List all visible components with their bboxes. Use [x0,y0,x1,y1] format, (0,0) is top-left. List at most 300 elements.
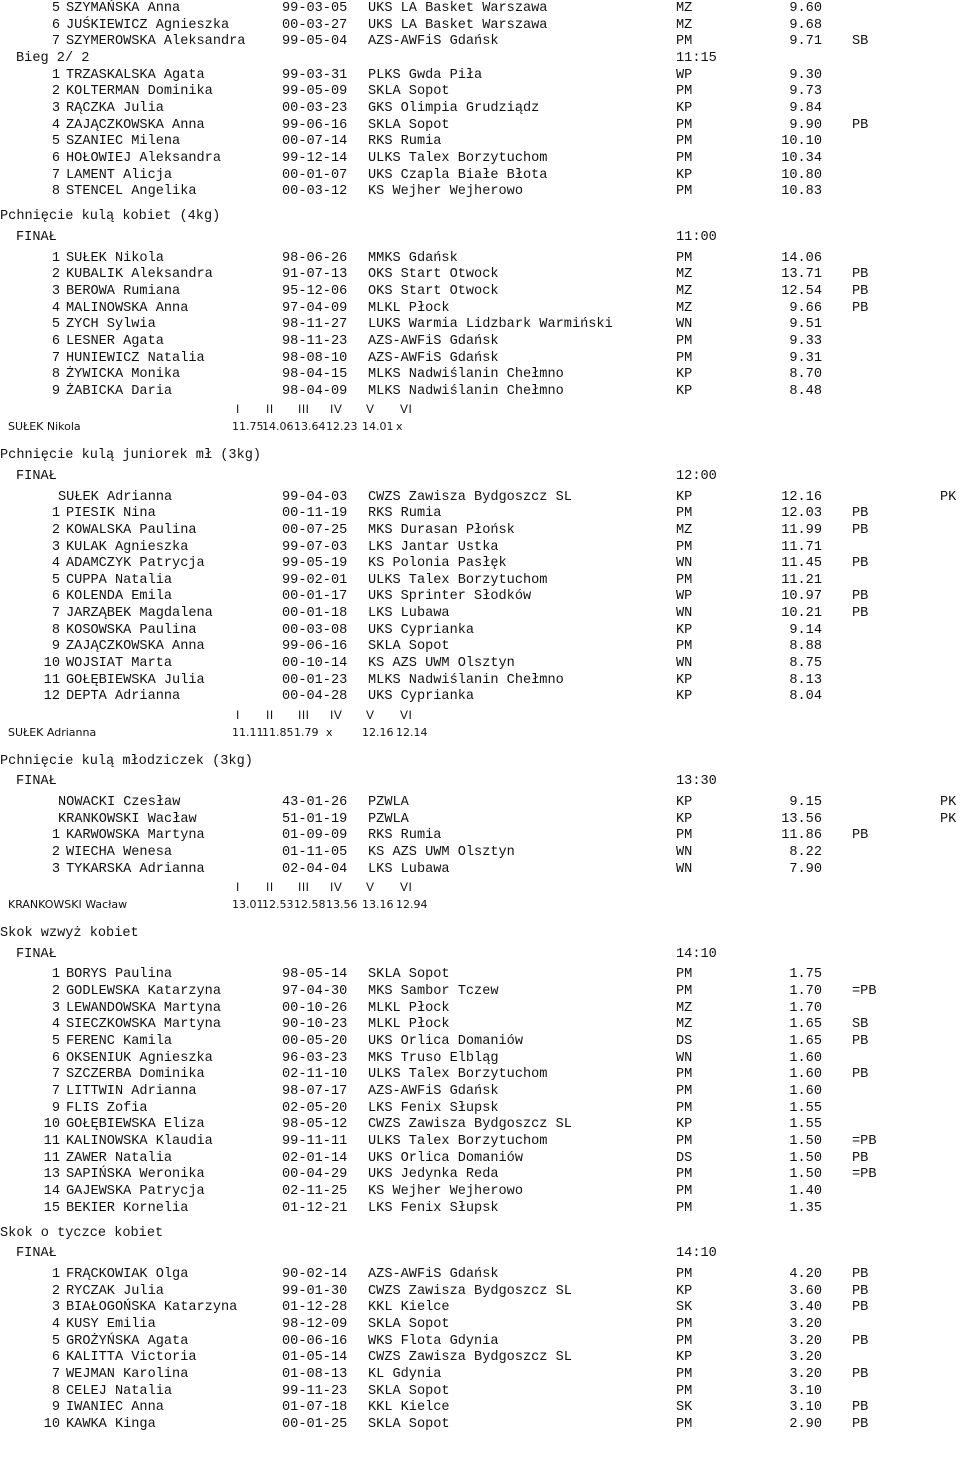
result-value: 1.70 [789,984,822,1000]
athlete-name: KOLTERMAN Dominika [66,84,213,100]
region-code: KP [676,489,693,505]
result-value: 1.60 [789,1067,822,1083]
club-name: LKS Fenix Słupsk [368,1200,499,1216]
attempt-number: VI [400,708,413,722]
result-row [0,1266,960,1283]
athlete-name: LITTWIN Adrianna [66,1084,197,1099]
record-note: PB [852,589,869,605]
athlete-name: BEKIER Kornelia [66,1200,189,1216]
region-code: PM [676,134,693,150]
athlete-name: JARZĄBEK Magdalena [66,606,213,622]
attempt-value: 12.53 [262,898,294,911]
club-name: KKL Kielce [368,1400,450,1416]
athlete-name: ZAJĄCZKOWSKA Anna [66,117,205,133]
region-code: PM [676,84,693,100]
club-name: MMKS Gdańsk [368,250,458,266]
place: 9 [51,383,60,399]
place: 5 [51,317,60,333]
result-value: 10.83 [781,184,822,200]
region-code: PM [676,333,693,349]
record-note: PB [852,1366,869,1382]
result-value: 3.40 [789,1300,822,1316]
place: 6 [51,1050,60,1066]
region-code: KP [676,1283,693,1299]
event-title-text: Pchnięcie kulą juniorek mł (3kg) [0,448,262,464]
place: 9 [51,1400,60,1416]
birth-date: 98-05-14 [282,967,348,983]
out-of-competition-mark: PK [940,811,957,827]
club-name: UKS Orlica Domaniów [368,1150,523,1166]
result-value: 8.70 [789,367,822,383]
place: 12 [43,689,60,705]
athlete-name: SZCZERBA Dominika [66,1067,205,1083]
birth-date: 99-12-14 [282,150,348,166]
result-row [0,250,960,267]
place: 5 [51,1,60,16]
record-note: =PB [852,1167,877,1183]
athlete-name: NOWACKI Czesław [58,795,181,811]
region-code: PM [676,1366,693,1382]
club-name: RKS Rumia [368,828,442,844]
result-row [0,1399,960,1416]
club-name: CWZS Zawisza Bydgoszcz SL [368,489,572,505]
birth-date: 00-01-17 [282,589,348,605]
result-value: 3.10 [789,1400,822,1416]
athlete-name: KALINOWSKA Klaudia [66,1133,213,1149]
place: 4 [51,300,60,316]
region-code: KP [676,383,693,399]
athlete-name: SZYMAŃSKA Anna [66,1,181,16]
region-code: SK [676,1400,693,1416]
result-row [0,183,960,200]
record-note: PB [852,1150,869,1166]
result-value: 9.73 [789,84,822,100]
result-row [0,366,960,383]
birth-date: 00-04-28 [282,689,348,705]
region-code: DS [676,1150,693,1166]
result-row [0,1383,960,1400]
result-value: 9.51 [789,317,822,333]
region-code: PM [676,34,693,50]
athlete-name: WEJMAN Karolina [66,1366,189,1382]
birth-date: 98-04-15 [282,367,348,383]
record-note: PB [852,300,869,316]
result-value: 11.99 [781,522,822,538]
record-note: PB [852,1333,869,1349]
club-name: LKS Lubawa [368,606,450,622]
place: 15 [43,1200,60,1216]
club-name: RKS Rumia [368,134,442,150]
attempt-value: 12.16 [362,725,394,739]
club-name: SKLA Sopot [368,1316,450,1332]
attempt-value: 14.01 [362,420,394,434]
round-time: 14:10 [676,1246,717,1262]
athlete-name: SIECZKOWSKA Martyna [66,1017,221,1033]
club-name: UKS LA Basket Warszawa [368,1,548,16]
birth-date: 01-07-18 [282,1400,348,1416]
birth-date: 98-04-09 [282,383,348,399]
place: 6 [51,150,60,166]
birth-date: 98-06-26 [282,250,348,266]
region-code: WN [676,317,693,333]
result-value: 11.86 [781,828,822,844]
athlete-name: BIAŁOGOŃSKA Katarzyna [66,1300,238,1316]
place: 4 [51,556,60,572]
attempt-value: 13.01 [232,898,264,911]
athlete-name: KUSY Emilia [66,1316,156,1332]
region-code: KP [676,795,693,811]
place: 7 [51,1366,60,1382]
region-code: KP [676,689,693,705]
athlete-name: SUŁEK Nikola [66,250,164,266]
region-code: MZ [676,17,693,33]
athlete-name: ZAWER Natalia [66,1150,173,1166]
birth-date: 97-04-30 [282,984,348,1000]
birth-date: 02-05-20 [282,1100,348,1116]
place: 9 [51,639,60,655]
athlete-name: WOJSIAT Marta [66,656,173,672]
athlete-name: KUBALIK Aleksandra [66,267,213,283]
athlete-name: STENCEL Angelika [66,184,197,200]
result-row [0,100,960,117]
event-title [0,208,960,225]
region-code: KP [676,622,693,638]
attempt-number: I [236,402,240,417]
region-code: KP [676,1117,693,1133]
birth-date: 99-05-19 [282,556,348,572]
attempt-value: 13.64 [294,420,326,434]
club-name: WKS Flota Gdynia [368,1333,499,1349]
attempt-number: I [236,708,240,722]
result-value: 9.84 [789,100,822,116]
birth-date: 99-11-11 [282,1133,348,1149]
region-code: PM [676,1267,693,1282]
athlete-name: WIECHA Wenesa [66,845,173,861]
result-row [0,1150,960,1167]
birth-date: 00-11-19 [282,506,348,522]
region-code: KP [676,1350,693,1366]
birth-date: 00-07-25 [282,522,348,538]
birth-date: 00-03-08 [282,622,348,638]
round-heading [0,773,960,790]
region-code: PM [676,1416,693,1432]
result-value: 1.60 [789,1050,822,1066]
birth-date: 00-03-23 [282,100,348,116]
result-value: 10.10 [781,134,822,150]
event-title [0,447,960,464]
birth-date: 00-10-26 [282,1000,348,1016]
athlete-name: BORYS Paulina [66,967,173,983]
result-row [0,133,960,150]
attempt-number: IV [330,402,343,417]
result-value: 13.71 [781,267,822,283]
result-row [0,67,960,84]
birth-date: 00-03-12 [282,184,348,200]
place: 8 [51,367,60,383]
attempts-header [0,879,960,896]
club-name: LKS Lubawa [368,861,450,877]
attempt-value: 12.58 [294,898,326,911]
region-code: KP [676,672,693,688]
athlete-name: FERENC Kamila [66,1034,173,1050]
club-name: AZS-AWFiS Gdańsk [368,1084,499,1099]
attempt-value: 11.85 [262,725,294,739]
athlete-name: JUŚKIEWICZ Agnieszka [66,17,230,33]
place: 2 [51,984,60,1000]
result-row [0,300,960,317]
result-row [0,316,960,333]
result-row [0,1366,960,1383]
result-value: 8.22 [789,845,822,861]
round-time: 12:00 [676,468,717,484]
region-code: PM [676,1067,693,1083]
record-note: PB [852,1283,869,1299]
birth-date: 98-11-23 [282,333,348,349]
athlete-name: TRZASKALSKA Agata [66,67,205,83]
athlete-name: GODLEWSKA Katarzyna [66,984,221,1000]
region-code: WN [676,1050,693,1066]
club-name: OKS Start Otwock [368,267,499,283]
birth-date: 00-01-07 [282,167,348,183]
birth-date: 90-10-23 [282,1017,348,1033]
place: 11 [43,672,60,688]
result-row [0,1183,960,1200]
club-name: KS Wejher Wejherowo [368,1183,523,1199]
athlete-name: KAWKA Kinga [66,1416,156,1432]
athlete-name: ŻYWICKA Monika [66,367,181,383]
club-name: KL Gdynia [368,1366,442,1382]
result-row [0,333,960,350]
club-name: MLKS Nadwiślanin Chełmno [368,367,564,383]
result-row [0,827,960,844]
birth-date: 00-01-18 [282,606,348,622]
place: 5 [51,572,60,588]
result-value: 9.31 [789,350,822,366]
athlete-name: ZYCH Sylwia [66,317,156,333]
place: 8 [51,622,60,638]
result-value: 1.50 [789,1167,822,1183]
athlete-name: FLIS Zofia [66,1100,148,1116]
result-row-out-of-competition [0,489,960,506]
birth-date: 02-11-25 [282,1183,348,1199]
club-name: UKS Sprinter Słodków [368,589,532,605]
result-row [0,117,960,134]
result-value: 10.21 [781,606,822,622]
round-heading [0,1245,960,1262]
result-row [0,1200,960,1217]
club-name: OKS Start Otwock [368,283,499,299]
result-row [0,1283,960,1300]
attempt-number: III [298,402,310,417]
result-value: 10.97 [781,589,822,605]
region-code: PM [676,828,693,844]
result-row [0,1116,960,1133]
round-label: FINAŁ [16,1246,57,1262]
result-value: 9.15 [789,795,822,811]
club-name: KS AZS UWM Olsztyn [368,845,515,861]
region-code: PM [676,184,693,200]
attempt-value: 12.23 [326,420,358,434]
club-name: PZWLA [368,811,409,827]
attempt-number: III [298,880,310,895]
result-row [0,1166,960,1183]
region-code: DS [676,1034,693,1050]
result-value: 1.60 [789,1084,822,1099]
athlete-name: KOLENDA Emila [66,589,173,605]
athlete-name: SUŁEK Nikola [8,420,81,434]
result-row [0,150,960,167]
birth-date: 00-03-27 [282,17,348,33]
region-code: WN [676,606,693,622]
region-code: MZ [676,267,693,283]
place: 14 [43,1183,60,1199]
club-name: LKS Fenix Słupsk [368,1100,499,1116]
round-label: FINAŁ [16,774,57,790]
region-code: MZ [676,1017,693,1033]
region-code: PM [676,539,693,555]
result-row-out-of-competition [0,811,960,828]
region-code: WN [676,656,693,672]
round-heading [0,946,960,963]
region-code: MZ [676,283,693,299]
region-code: PM [676,984,693,1000]
birth-date: 98-08-10 [282,350,348,366]
result-row [0,1083,960,1100]
club-name: UKS Orlica Domaniów [368,1034,523,1050]
result-row [0,983,960,1000]
birth-date: 97-04-09 [282,300,348,316]
place: 7 [51,1084,60,1099]
result-value: 7.90 [789,861,822,877]
round-label: FINAŁ [16,946,57,962]
athlete-name: HOŁOWIEJ Aleksandra [66,150,221,166]
attempt-number: II [266,402,274,417]
club-name: KS AZS UWM Olsztyn [368,656,515,672]
place: 3 [51,1300,60,1316]
club-name: KKL Kielce [368,1300,450,1316]
result-value: 12.16 [781,489,822,505]
attempts-header [0,707,960,724]
result-row [0,1066,960,1083]
record-note: PB [852,117,869,133]
result-row [0,572,960,589]
birth-date: 00-10-14 [282,656,348,672]
region-code: WN [676,861,693,877]
club-name: MLKL Płock [368,1017,450,1033]
region-code: PM [676,1316,693,1332]
club-name: PLKS Gwda Piła [368,67,483,83]
attempt-number: II [266,880,274,895]
result-row [0,1033,960,1050]
birth-date: 43-01-26 [282,795,348,811]
club-name: SKLA Sopot [368,1383,450,1399]
region-code: WP [676,67,693,83]
club-name: SKLA Sopot [368,967,450,983]
birth-date: 00-01-23 [282,672,348,688]
result-value: 8.04 [789,689,822,705]
round-time: 11:15 [676,50,717,66]
place: 3 [51,1000,60,1016]
round-time: 14:10 [676,946,717,962]
birth-date: 99-04-03 [282,489,348,505]
club-name: MLKL Płock [368,1000,450,1016]
club-name: GKS Olimpia Grudziądz [368,100,540,116]
record-note: PB [852,522,869,538]
result-value: 3.20 [789,1316,822,1332]
record-note: =PB [852,984,877,1000]
region-code: KP [676,367,693,383]
region-code: PM [676,1200,693,1216]
place: 4 [51,117,60,133]
club-name: SKLA Sopot [368,84,450,100]
attempt-number: V [366,708,375,722]
attempt-value: 13.16 [362,898,394,911]
record-note: =PB [852,1133,877,1149]
result-row [0,672,960,689]
club-name: SKLA Sopot [368,639,450,655]
result-value: 12.54 [781,283,822,299]
club-name: PZWLA [368,795,409,811]
place: 2 [51,84,60,100]
place: 10 [43,656,60,672]
place: 5 [51,134,60,150]
result-value: 3.20 [789,1350,822,1366]
result-value: 1.70 [789,1000,822,1016]
result-row [0,1299,960,1316]
place: 7 [51,1067,60,1083]
attempt-value: 11.11 [232,725,264,739]
record-note: PB [852,283,869,299]
birth-date: 98-11-27 [282,317,348,333]
place: 2 [51,267,60,283]
place: 6 [51,589,60,605]
result-row [0,655,960,672]
birth-date: 90-02-14 [282,1267,348,1282]
event-title [0,925,960,942]
athlete-name: KRANKOWSKI Wacław [8,898,128,911]
attempts-header [0,401,960,418]
birth-date: 01-05-14 [282,1350,348,1366]
result-value: 9.33 [789,333,822,349]
club-name: SKLA Sopot [368,1416,450,1432]
result-value: 14.06 [781,250,822,266]
club-name: RKS Rumia [368,506,442,522]
athlete-name: DEPTA Adrianna [66,689,181,705]
attempts-row [0,896,960,913]
result-value: 8.75 [789,656,822,672]
record-note: PB [852,556,869,572]
result-row [0,1016,960,1033]
event-title-text: Pchnięcie kulą młodziczek (3kg) [0,753,253,769]
result-value: 11.71 [781,539,822,555]
round-heading [0,468,960,485]
club-name: MLKS Nadwiślanin Chełmno [368,672,564,688]
result-value: 9.30 [789,67,822,83]
heat-heading [0,50,960,67]
club-name: LKS Jantar Ustka [368,539,499,555]
place: 1 [51,506,60,522]
region-code: KP [676,100,693,116]
region-code: PM [676,506,693,522]
result-row [0,283,960,300]
record-note: PB [852,1400,869,1416]
athlete-name: PIESIK Nina [66,506,156,522]
region-code: PM [676,1084,693,1099]
athlete-name: ADAMCZYK Patrycja [66,556,205,572]
athlete-name: LEWANDOWSKA Martyna [66,1000,221,1016]
result-value: 9.14 [789,622,822,638]
region-code: SK [676,1300,693,1316]
